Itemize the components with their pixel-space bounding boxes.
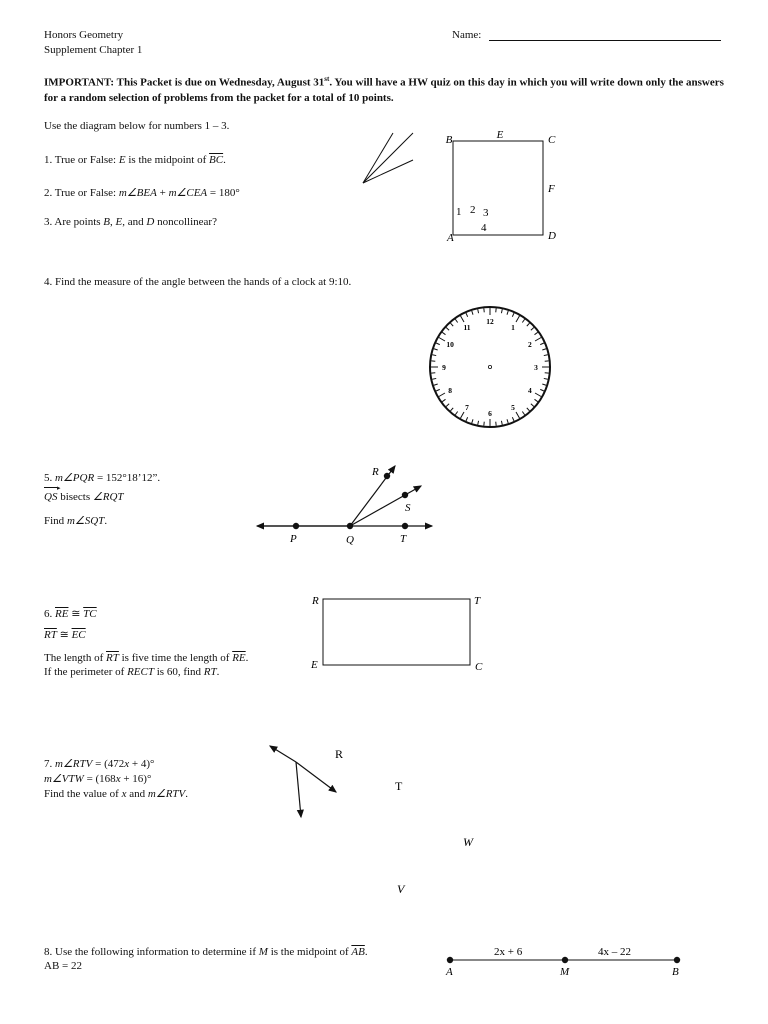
fig1-angle-3: 3: [483, 207, 489, 219]
fig6-label-E: E: [311, 659, 318, 671]
fig1-angle-1: 1: [456, 206, 462, 218]
fig7-label-T: T: [395, 779, 403, 793]
clock-number: 9: [442, 363, 446, 372]
clock-number: 2: [527, 340, 532, 349]
fig5-label-T: T: [400, 533, 407, 545]
fig1-square: [446, 129, 556, 244]
clock-number: 4: [527, 386, 532, 395]
question-6-line-1: 6. $\overline{RE}$ ≅ $\overline{TC}$: [44, 608, 97, 620]
fig1-angle-4: 4: [481, 222, 487, 234]
question-6-line-2: $\overline{RT}$ ≅ $\overline{EC}$: [44, 629, 86, 641]
fig5-label-R: R: [372, 466, 379, 478]
name-label: Name:: [452, 29, 482, 41]
fig8-segment: [445, 946, 680, 978]
fig5-label-Q: Q: [346, 534, 354, 546]
fig5-label-P: P: [290, 533, 297, 545]
fig7-angles: [270, 746, 474, 896]
fig7-label-W: W: [463, 835, 473, 849]
clock-number: 12: [486, 317, 494, 326]
question-6-line-4: If the perimeter of RECT is 60, find RT.: [44, 666, 220, 678]
important-lead: IMPORTANT:: [44, 76, 115, 89]
clock-number: 3: [534, 363, 538, 372]
fig1-label-B: B: [445, 134, 453, 146]
fig8-label-M: M: [560, 966, 570, 978]
question-7-line-2: m∠VTW = (168x + 16)°: [44, 773, 152, 785]
fig1-label-F: F: [548, 183, 555, 195]
chapter-subtitle: Supplement Chapter 1: [44, 44, 143, 56]
important-text-a: This Packet is due on Wednesday, August 31: [114, 76, 325, 89]
question-2: 2. True or False: m∠BEA + m∠CEA = 180°: [44, 187, 240, 199]
question-7-line-3: Find the value of x and m∠RTV.: [44, 788, 189, 800]
question-3: 3. Are points B, E, and D noncollinear?: [44, 216, 217, 228]
question-7-line-1: 7. m∠RTV = (472x + 4)°: [44, 758, 155, 770]
question-5-line-3: Find m∠SQT.: [44, 515, 108, 527]
clock-number: 5: [511, 402, 515, 412]
clock-number: 6: [488, 409, 492, 418]
fig1-label-D: D: [548, 230, 556, 242]
fig1-label-E: E: [496, 129, 504, 141]
fig8-right-expr: 4x – 22: [598, 946, 631, 958]
course-title: Honors Geometry: [44, 29, 124, 41]
clock: [430, 307, 550, 427]
clock-number: 10: [446, 340, 454, 349]
fig7-label-R: R: [335, 747, 344, 761]
fig7-label-V: V: [397, 882, 405, 896]
clock-number: 1: [511, 323, 515, 333]
clock-number: 11: [463, 323, 471, 333]
fig8-left-expr: 2x + 6: [494, 946, 523, 958]
fig6-label-T: T: [474, 595, 481, 607]
fig1-angle-2: 2: [470, 204, 476, 216]
question-5-line-1: 5. m∠PQR = 152°18’12”.: [44, 472, 161, 484]
question-4: 4. Find the measure of the angle between the hands of a clock at 9:10.: [44, 276, 352, 288]
fig1-rays: [363, 133, 413, 183]
important-sup: st: [324, 75, 330, 83]
fig8-label-A: A: [446, 966, 453, 978]
fig1-label-C: C: [548, 134, 556, 146]
fig8-label-B: B: [672, 966, 679, 978]
fig6-label-C: C: [475, 661, 483, 673]
important-text-b: . You will have a HW quiz on this day in which you will write down only the answers for a random selection of problems from the packet for a total of 10 points.: [44, 76, 724, 104]
fig5-label-S: S: [405, 502, 411, 514]
fig6-rectangle: [310, 595, 483, 673]
question-5-line-2: QS ▸ bisects ∠RQT: [44, 484, 124, 503]
question-1: 1. True or False: E is the midpoint of $\overline{BC}$.: [44, 154, 226, 166]
question-8-given: AB = 22: [44, 960, 82, 972]
question-8-line-1: 8. Use the following information to determine if M is the midpoint of $\overline{AB}$.: [44, 946, 368, 958]
clock-number: 8: [448, 386, 453, 395]
fig1-label-A: A: [447, 232, 454, 244]
question-6-line-3: The length of $\overline{RT}$ is five time the length of $\overline{RE}$.: [44, 652, 249, 664]
fig6-label-R: R: [312, 595, 319, 607]
clock-number: 7: [465, 402, 469, 412]
diagram-intro: Use the diagram below for numbers 1 – 3.: [44, 120, 230, 132]
fig5-angle: [257, 466, 432, 546]
